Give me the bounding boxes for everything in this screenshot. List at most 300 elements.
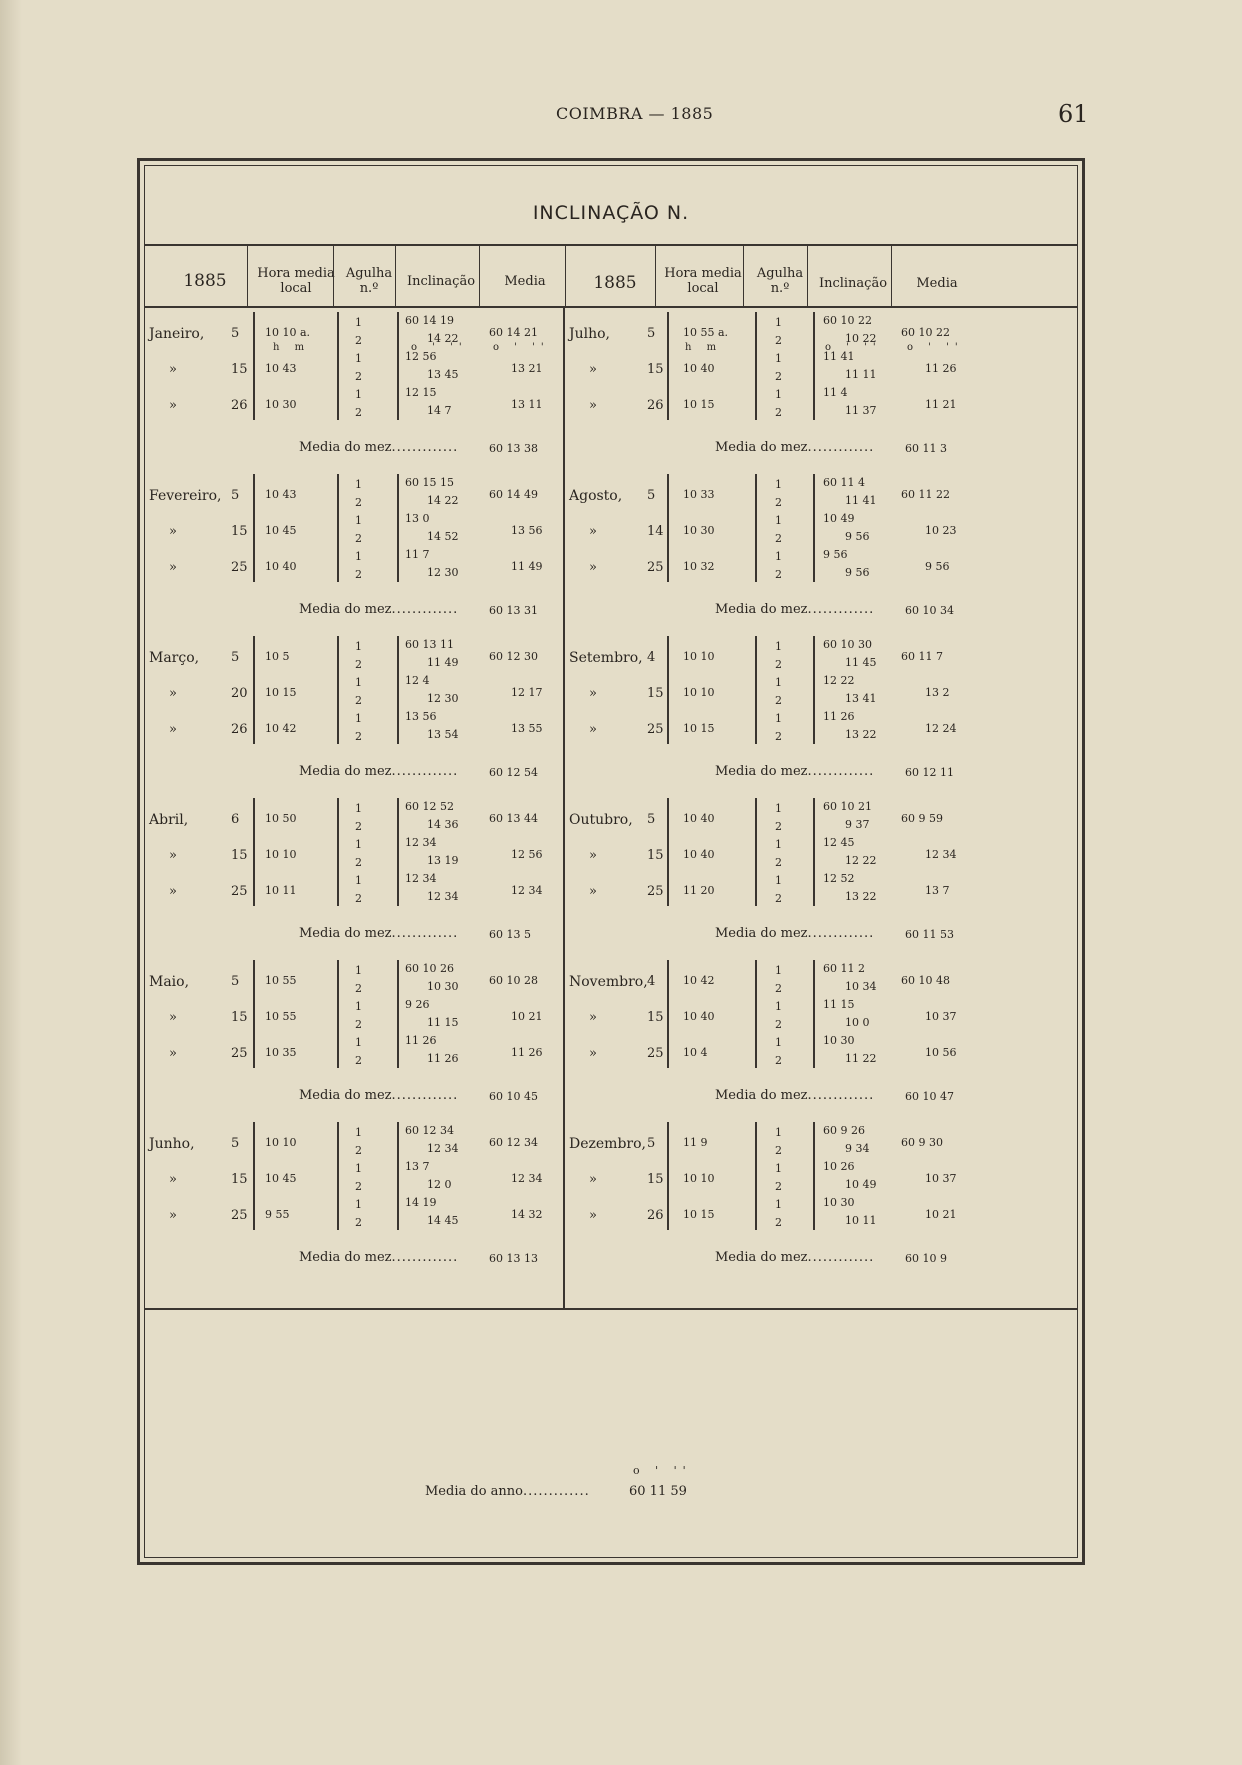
units-time-right: h m	[685, 342, 723, 353]
media-do-mez-label	[299, 602, 458, 617]
ditto-mark: »	[589, 884, 597, 899]
media-do-mez-label	[715, 440, 874, 455]
agulha-1: 1	[775, 352, 782, 365]
header-sep-3	[395, 244, 396, 306]
media-do-mez-label	[715, 1250, 874, 1265]
inclinacao-1: 60 15 15	[405, 476, 454, 489]
inclinacao-1: 60 12 52	[405, 800, 454, 813]
ditto-mark: »	[589, 848, 597, 863]
agulha-2: 2	[355, 658, 362, 671]
agulha-2: 2	[355, 406, 362, 419]
hora-local: 10 15	[683, 1208, 715, 1221]
leader-dots: .............	[807, 764, 875, 779]
hora-local: 10 10	[265, 1136, 297, 1149]
inclinacao-2: 13 22	[845, 728, 877, 741]
leader-dots: .............	[391, 440, 459, 455]
inclinacao-2: 13 41	[845, 692, 877, 705]
media-do-mez-text: Media do mez	[299, 440, 392, 455]
agulha-2: 2	[775, 1018, 782, 1031]
day-number: 15	[647, 1010, 664, 1025]
header-sep-7	[743, 244, 744, 306]
media-do-mez-text: Media do mez	[715, 440, 808, 455]
hora-local: 10 55	[265, 974, 297, 987]
day-number: 5	[647, 1136, 656, 1151]
agulha-1: 1	[775, 676, 782, 689]
media-do-mez-value: 60 10 47	[905, 1090, 954, 1103]
agulha-2: 2	[775, 982, 782, 995]
block-column-rule	[253, 474, 255, 582]
inclinacao-2: 12 30	[427, 566, 459, 579]
agulha-1: 1	[775, 316, 782, 329]
media-do-mez-label	[299, 764, 458, 779]
units-angle-left-incl: o ' ''	[411, 342, 468, 353]
day-number: 4	[647, 974, 656, 989]
inclinacao-1: 60 10 22	[823, 314, 872, 327]
hora-local: 10 42	[265, 722, 297, 735]
col-hora-left-line1: Hora media	[257, 266, 335, 281]
agulha-1: 1	[355, 1036, 362, 1049]
hora-local: 10 35	[265, 1046, 297, 1059]
inclinacao-1: 11 26	[823, 710, 855, 723]
hora-local: 10 43	[265, 362, 297, 375]
hora-local: 10 10	[265, 848, 297, 861]
day-number: 15	[231, 1010, 248, 1025]
inclinacao-1: 60 14 19	[405, 314, 454, 327]
inclinacao-1: 12 52	[823, 872, 855, 885]
agulha-1: 1	[355, 1000, 362, 1013]
inclinacao-2: 11 26	[427, 1052, 459, 1065]
hora-local: 11 20	[683, 884, 715, 897]
agulha-1: 1	[355, 1162, 362, 1175]
block-column-rule	[667, 798, 669, 906]
inclinacao-1: 12 22	[823, 674, 855, 687]
media-do-mez-value: 60 13 5	[489, 928, 531, 941]
media-value: 60 12 30	[489, 650, 538, 663]
day-number: 25	[231, 884, 248, 899]
header-divider	[145, 306, 1077, 308]
ditto-mark: »	[589, 1208, 597, 1223]
media-value: 12 24	[925, 722, 957, 735]
agulha-2: 2	[355, 532, 362, 545]
day-number: 14	[647, 524, 664, 539]
day-number: 15	[231, 362, 248, 377]
running-title: COIMBRA — 1885	[556, 104, 714, 123]
agulha-2: 2	[775, 1054, 782, 1067]
leader-dots: .............	[807, 926, 875, 941]
header-sep-9	[891, 244, 892, 306]
table-frame-inner	[144, 165, 1078, 1558]
inclinacao-2: 10 30	[427, 980, 459, 993]
ditto-mark: »	[589, 362, 597, 377]
media-value: 9 56	[925, 560, 950, 573]
inclinacao-1: 13 0	[405, 512, 430, 525]
media-value: 11 26	[511, 1046, 543, 1059]
media-value: 60 11 7	[901, 650, 943, 663]
agulha-2: 2	[775, 496, 782, 509]
agulha-2: 2	[775, 406, 782, 419]
month-block	[569, 798, 979, 973]
agulha-2: 2	[775, 694, 782, 707]
inclinacao-1: 11 41	[823, 350, 855, 363]
leader-dots: .............	[807, 602, 875, 617]
agulha-1: 1	[775, 874, 782, 887]
hora-local: 10 4	[683, 1046, 708, 1059]
agulha-1: 1	[775, 514, 782, 527]
header-sep-2	[333, 244, 334, 306]
day-number: 26	[231, 398, 248, 413]
day-number: 15	[231, 524, 248, 539]
hora-local: 10 15	[683, 398, 715, 411]
agulha-1: 1	[355, 514, 362, 527]
ditto-mark: »	[169, 848, 177, 863]
agulha-2: 2	[355, 856, 362, 869]
agulha-2: 2	[775, 532, 782, 545]
agulha-2: 2	[355, 370, 362, 383]
media-value: 13 56	[511, 524, 543, 537]
header-sep-1	[247, 244, 248, 306]
media-do-mez-value: 60 11 53	[905, 928, 954, 941]
ditto-mark: »	[589, 1172, 597, 1187]
media-value: 13 2	[925, 686, 950, 699]
block-column-rule	[755, 636, 757, 744]
ditto-mark: »	[589, 1010, 597, 1025]
col-media-right: Media	[916, 276, 958, 291]
hora-local: 10 30	[265, 398, 297, 411]
inclinacao-2: 10 11	[845, 1214, 877, 1227]
agulha-2: 2	[775, 892, 782, 905]
inclinacao-2: 14 52	[427, 530, 459, 543]
hora-local: 10 45	[265, 524, 297, 537]
inclinacao-2: 14 7	[427, 404, 452, 417]
media-do-mez-value: 60 10 9	[905, 1252, 947, 1265]
inclinacao-2: 10 22	[845, 332, 877, 345]
leader-dots: .............	[391, 764, 459, 779]
annual-leader-dots: .............	[522, 1484, 590, 1499]
block-column-rule	[397, 474, 399, 582]
agulha-1: 1	[775, 640, 782, 653]
block-column-rule	[667, 1122, 669, 1230]
page-header	[0, 100, 1242, 134]
leader-dots: .............	[807, 1088, 875, 1103]
media-value: 12 34	[511, 884, 543, 897]
col-agulha-right	[749, 266, 811, 296]
agulha-2: 2	[355, 1054, 362, 1067]
block-column-rule	[755, 960, 757, 1068]
block-column-rule	[253, 960, 255, 1068]
agulha-2: 2	[355, 982, 362, 995]
month-name: Fevereiro,	[149, 488, 222, 504]
leader-dots: .............	[391, 1088, 459, 1103]
agulha-2: 2	[355, 334, 362, 347]
media-do-mez-value: 60 13 13	[489, 1252, 538, 1265]
agulha-1: 1	[775, 388, 782, 401]
inclinacao-1: 11 15	[823, 998, 855, 1011]
hora-local: 10 42	[683, 974, 715, 987]
ditto-mark: »	[589, 398, 597, 413]
inclinacao-1: 60 12 34	[405, 1124, 454, 1137]
block-column-rule	[755, 1122, 757, 1230]
agulha-1: 1	[355, 640, 362, 653]
month-block	[149, 312, 559, 487]
day-number: 26	[647, 398, 664, 413]
media-do-mez-value: 60 10 45	[489, 1090, 538, 1103]
media-do-mez-text: Media do mez	[715, 1250, 808, 1265]
inclinacao-2: 11 11	[845, 368, 877, 381]
leader-dots: .............	[391, 926, 459, 941]
inclinacao-2: 10 49	[845, 1178, 877, 1191]
agulha-1: 1	[775, 964, 782, 977]
media-do-mez-text: Media do mez	[715, 926, 808, 941]
block-column-rule	[755, 798, 757, 906]
page-gutter-shadow	[0, 0, 22, 1765]
media-value: 10 21	[925, 1208, 957, 1221]
col-year-right: 1885	[593, 273, 637, 293]
block-column-rule	[397, 960, 399, 1068]
inclinacao-2: 9 34	[845, 1142, 870, 1155]
day-number: 25	[231, 1208, 248, 1223]
ditto-mark: »	[169, 686, 177, 701]
hora-local: 11 9	[683, 1136, 708, 1149]
day-number: 20	[231, 686, 248, 701]
col-inclinacao-right: Inclinação	[818, 276, 888, 291]
month-block	[149, 1122, 559, 1297]
units-angle-right-media: o ' ''	[907, 342, 964, 353]
media-do-mez-value: 60 12 54	[489, 766, 538, 779]
inclinacao-1: 60 10 26	[405, 962, 454, 975]
agulha-1: 1	[355, 712, 362, 725]
ditto-mark: »	[169, 722, 177, 737]
inclinacao-1: 10 30	[823, 1034, 855, 1047]
agulha-1: 1	[355, 1126, 362, 1139]
block-column-rule	[397, 798, 399, 906]
inclinacao-2: 12 34	[427, 890, 459, 903]
agulha-2: 2	[355, 892, 362, 905]
inclinacao-1: 12 34	[405, 836, 437, 849]
day-number: 25	[647, 722, 664, 737]
block-column-rule	[813, 960, 815, 1068]
day-number: 15	[647, 848, 664, 863]
media-do-mez-label	[715, 926, 874, 941]
block-column-rule	[253, 312, 255, 420]
hora-local: 10 10 a.	[265, 326, 311, 339]
inclinacao-1: 11 26	[405, 1034, 437, 1047]
agulha-1: 1	[355, 316, 362, 329]
agulha-2: 2	[775, 658, 782, 671]
media-value: 11 21	[925, 398, 957, 411]
month-name: Outubro,	[569, 812, 633, 828]
hora-local: 10 15	[265, 686, 297, 699]
block-column-rule	[337, 1122, 339, 1230]
inclinacao-2: 11 37	[845, 404, 877, 417]
media-value: 60 9 59	[901, 812, 943, 825]
agulha-2: 2	[775, 1144, 782, 1157]
hora-local: 10 10	[683, 650, 715, 663]
agulha-1: 1	[775, 1126, 782, 1139]
inclinacao-2: 12 34	[427, 1142, 459, 1155]
media-value: 13 11	[511, 398, 543, 411]
block-column-rule	[813, 636, 815, 744]
ditto-mark: »	[589, 524, 597, 539]
title-divider	[145, 244, 1077, 246]
inclinacao-2: 10 0	[845, 1016, 870, 1029]
day-number: 5	[231, 488, 240, 503]
media-do-mez-value: 60 10 34	[905, 604, 954, 617]
hora-local: 10 32	[683, 560, 715, 573]
hora-local: 10 55 a.	[683, 326, 729, 339]
page-number: 61	[1058, 100, 1089, 128]
inclinacao-2: 12 0	[427, 1178, 452, 1191]
day-number: 15	[647, 686, 664, 701]
hora-local: 10 15	[683, 722, 715, 735]
agulha-2: 2	[775, 856, 782, 869]
inclinacao-2: 14 22	[427, 494, 459, 507]
agulha-2: 2	[355, 1180, 362, 1193]
media-value: 12 56	[511, 848, 543, 861]
leader-dots: .............	[807, 440, 875, 455]
block-column-rule	[667, 960, 669, 1068]
agulha-1: 1	[355, 550, 362, 563]
inclinacao-1: 11 7	[405, 548, 430, 561]
hora-local: 10 40	[683, 1010, 715, 1023]
hora-local: 10 40	[683, 362, 715, 375]
col-media-left: Media	[504, 274, 546, 289]
ditto-mark: »	[589, 560, 597, 575]
day-number: 6	[231, 812, 240, 827]
media-do-mez-label	[299, 1088, 458, 1103]
media-do-mez-value: 60 12 11	[905, 766, 954, 779]
media-value: 13 55	[511, 722, 543, 735]
agulha-2: 2	[355, 1216, 362, 1229]
day-number: 26	[647, 1208, 664, 1223]
month-block	[569, 636, 979, 811]
block-column-rule	[755, 312, 757, 420]
header-sep-4	[479, 244, 480, 306]
ditto-mark: »	[169, 362, 177, 377]
media-value: 11 26	[925, 362, 957, 375]
media-value: 60 12 34	[489, 1136, 538, 1149]
agulha-2: 2	[775, 1180, 782, 1193]
agulha-2: 2	[355, 1144, 362, 1157]
month-name: Novembro,	[569, 974, 648, 990]
inclinacao-2: 14 36	[427, 818, 459, 831]
block-column-rule	[667, 312, 669, 420]
media-value: 12 17	[511, 686, 543, 699]
inclinacao-2: 13 54	[427, 728, 459, 741]
inclinacao-1: 12 56	[405, 350, 437, 363]
col-agulha-left-line2: n.º	[359, 281, 379, 296]
agulha-2: 2	[355, 694, 362, 707]
block-column-rule	[337, 312, 339, 420]
day-number: 26	[231, 722, 248, 737]
month-block	[569, 312, 979, 487]
inclinacao-1: 60 11 4	[823, 476, 865, 489]
center-divider	[563, 306, 565, 1308]
units-time-left: h m	[273, 342, 311, 353]
inclinacao-2: 9 56	[845, 530, 870, 543]
body-bottom-divider	[145, 1308, 1077, 1310]
day-number: 5	[647, 488, 656, 503]
day-number: 4	[647, 650, 656, 665]
col-year-left: 1885	[183, 271, 227, 291]
media-value: 60 11 22	[901, 488, 950, 501]
agulha-2: 2	[775, 334, 782, 347]
day-number: 25	[647, 560, 664, 575]
agulha-1: 1	[775, 712, 782, 725]
block-column-rule	[667, 474, 669, 582]
ditto-mark: »	[589, 1046, 597, 1061]
month-name: Junho,	[149, 1136, 195, 1152]
month-name: Julho,	[569, 326, 611, 342]
agulha-1: 1	[355, 802, 362, 815]
month-name: Maio,	[149, 974, 190, 990]
inclinacao-2: 11 41	[845, 494, 877, 507]
ditto-mark: »	[589, 686, 597, 701]
agulha-1: 1	[775, 838, 782, 851]
agulha-1: 1	[355, 874, 362, 887]
inclinacao-1: 9 56	[823, 548, 848, 561]
media-do-mez-label	[715, 764, 874, 779]
inclinacao-2: 11 22	[845, 1052, 877, 1065]
inclinacao-2: 13 45	[427, 368, 459, 381]
month-block	[149, 636, 559, 811]
media-value: 10 56	[925, 1046, 957, 1059]
media-value: 13 21	[511, 362, 543, 375]
inclinacao-2: 9 37	[845, 818, 870, 831]
block-column-rule	[813, 798, 815, 906]
inclinacao-1: 11 4	[823, 386, 848, 399]
block-column-rule	[397, 636, 399, 744]
block-column-rule	[337, 960, 339, 1068]
media-do-mez-value: 60 13 31	[489, 604, 538, 617]
inclinacao-2: 10 34	[845, 980, 877, 993]
leader-dots: .............	[807, 1250, 875, 1265]
agulha-1: 1	[775, 802, 782, 815]
hora-local: 10 40	[683, 812, 715, 825]
inclinacao-2: 11 15	[427, 1016, 459, 1029]
inclinacao-1: 12 34	[405, 872, 437, 885]
media-do-mez-label	[299, 1250, 458, 1265]
block-column-rule	[755, 474, 757, 582]
hora-local: 10 5	[265, 650, 290, 663]
block-column-rule	[253, 1122, 255, 1230]
media-do-mez-value: 60 13 38	[489, 442, 538, 455]
agulha-2: 2	[355, 496, 362, 509]
inclinacao-2: 9 56	[845, 566, 870, 579]
month-block	[149, 474, 559, 649]
col-agulha-left	[339, 266, 399, 296]
media-value: 10 37	[925, 1010, 957, 1023]
inclinacao-1: 60 9 26	[823, 1124, 865, 1137]
agulha-1: 1	[355, 388, 362, 401]
ditto-mark: »	[169, 1208, 177, 1223]
header-sep-8	[807, 244, 808, 306]
hora-local: 10 55	[265, 1010, 297, 1023]
month-block	[149, 798, 559, 973]
units-angle-right-incl: o ' ''	[825, 342, 882, 353]
day-number: 25	[647, 884, 664, 899]
media-value: 14 32	[511, 1208, 543, 1221]
inclinacao-1: 10 30	[823, 1196, 855, 1209]
media-value: 60 9 30	[901, 1136, 943, 1149]
inclinacao-1: 60 11 2	[823, 962, 865, 975]
agulha-1: 1	[775, 1198, 782, 1211]
ditto-mark: »	[169, 560, 177, 575]
annual-value: 60 11 59	[629, 1484, 687, 1499]
day-number: 15	[647, 362, 664, 377]
table-title: INCLINAÇÃO N.	[532, 202, 690, 224]
agulha-2: 2	[355, 730, 362, 743]
col-agulha-right-line1: Agulha	[756, 266, 804, 281]
